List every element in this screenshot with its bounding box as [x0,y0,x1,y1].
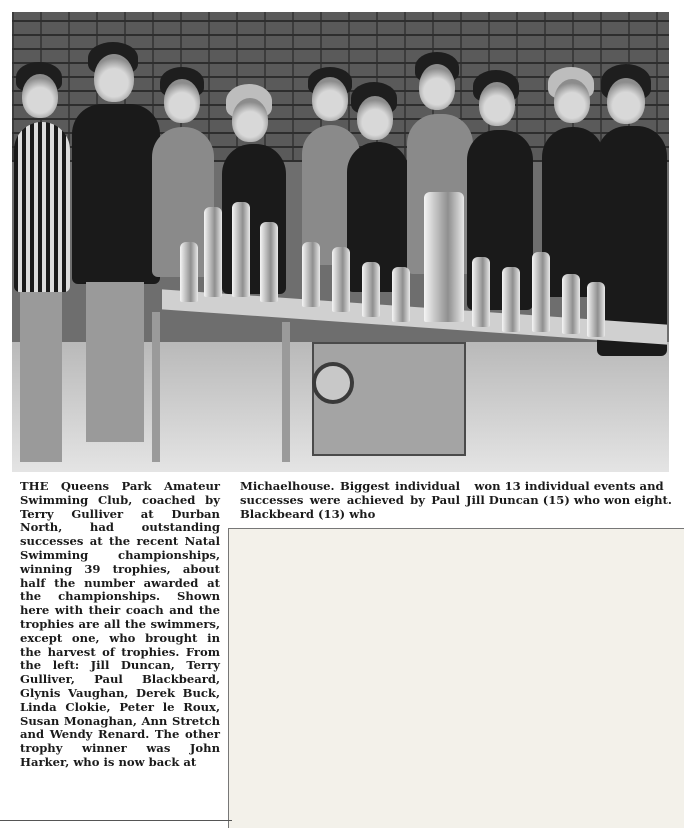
trophy [502,267,520,332]
trophy [232,202,250,297]
trophy [587,282,605,337]
table-leg [152,312,160,462]
trophy [532,252,550,332]
caption-column-2: Michaelhouse. Biggest individual successes were achieved by Paul Blackbeard (13) who [240,479,460,521]
column-rule-vertical [228,528,229,828]
trophy [392,267,410,322]
trophy [332,247,350,312]
trophy [180,242,198,302]
caption-column-3: won 13 individual events and Jill Duncan (15) who won eight. [466,479,672,507]
cart-wheel [312,362,354,404]
table-leg [282,322,290,462]
bottom-rule [0,820,232,821]
trophy [562,274,580,334]
trophy [424,192,464,322]
trophy [260,222,278,302]
team-photograph [12,12,669,472]
column-rule-horizontal [228,528,684,529]
trophy [302,242,320,307]
blank-page-area [229,529,684,828]
trophy [472,257,490,327]
trophy [204,207,222,297]
trophy [362,262,380,317]
caption-column-1: THE Queens Park Amateur Swimming Club, coached by Terry Gulliver at Durban North, had outstanding successes at the recent Natal Swimming championships, winning 39 trophies, about half the number awarded at the championships. Shown here with their coach and the trophies are all the swimmers, except one, who brought in the harvest of trophies. From the left: Jill Duncan, Terry Gulliver, Paul Blackbeard, Glynis Vaughan, Derek Buck, Linda Clokie, Peter le Roux, Susan Monaghan, Ann Stretch and Wendy Renard. The other trophy winner was John Harker, who is now back at [20,479,220,769]
